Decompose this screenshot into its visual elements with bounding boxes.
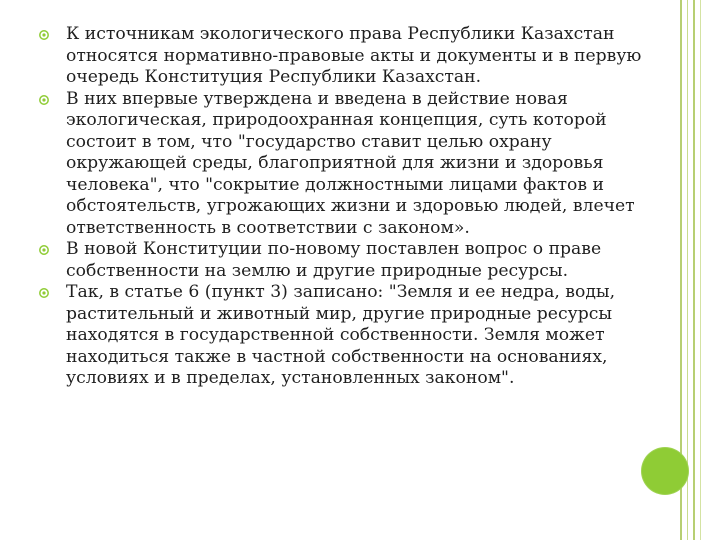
decorative-frame-line xyxy=(687,0,688,540)
decorative-frame-line xyxy=(693,0,695,540)
ornamental-bullet-icon xyxy=(38,244,50,256)
ornamental-bullet-icon xyxy=(38,29,50,41)
slide-content xyxy=(38,24,658,390)
bullet-item-1 xyxy=(38,24,658,89)
bullet-text: К источникам экологического права Республики Казахстан относятся нормативно-правовые акты и документы и в первую очередь Конституция Республики Казахстан. xyxy=(66,24,642,87)
decorative-green-circle xyxy=(641,447,689,495)
bullet-text: В новой Конституции по-новому поставлен вопрос о праве собственности на землю и другие природные ресурсы. xyxy=(66,239,602,281)
ornamental-bullet-icon xyxy=(38,94,50,106)
bullet-text: В них впервые утверждена и введена в действие новая экологическая, природоохранная концепция, суть которой состоит в том, что "государство ставит целью охрану окружающей среды, благоприятной для жизни и здоровья человека", что "сокрытие должностными лицами фактов и обстоятельств, угрожающих жизни и здоровью людей, влечет ответственность в соответствии с законом». xyxy=(66,88,635,238)
decorative-frame-line xyxy=(700,0,701,540)
bullet-list xyxy=(38,24,658,390)
bullet-item-2 xyxy=(38,89,658,240)
bullet-text: Так, в статье 6 (пункт 3) записано: "Земля и ее недра, воды, растительный и животный мир, другие природные ресурсы находятся в государственной собственности. Земля может находиться также в частной собственности на основаниях, условиях и в пределах, установленных законом". xyxy=(66,282,616,388)
ornamental-bullet-icon xyxy=(38,287,50,299)
bullet-item-4 xyxy=(38,282,658,390)
bullet-item-3 xyxy=(38,239,658,282)
